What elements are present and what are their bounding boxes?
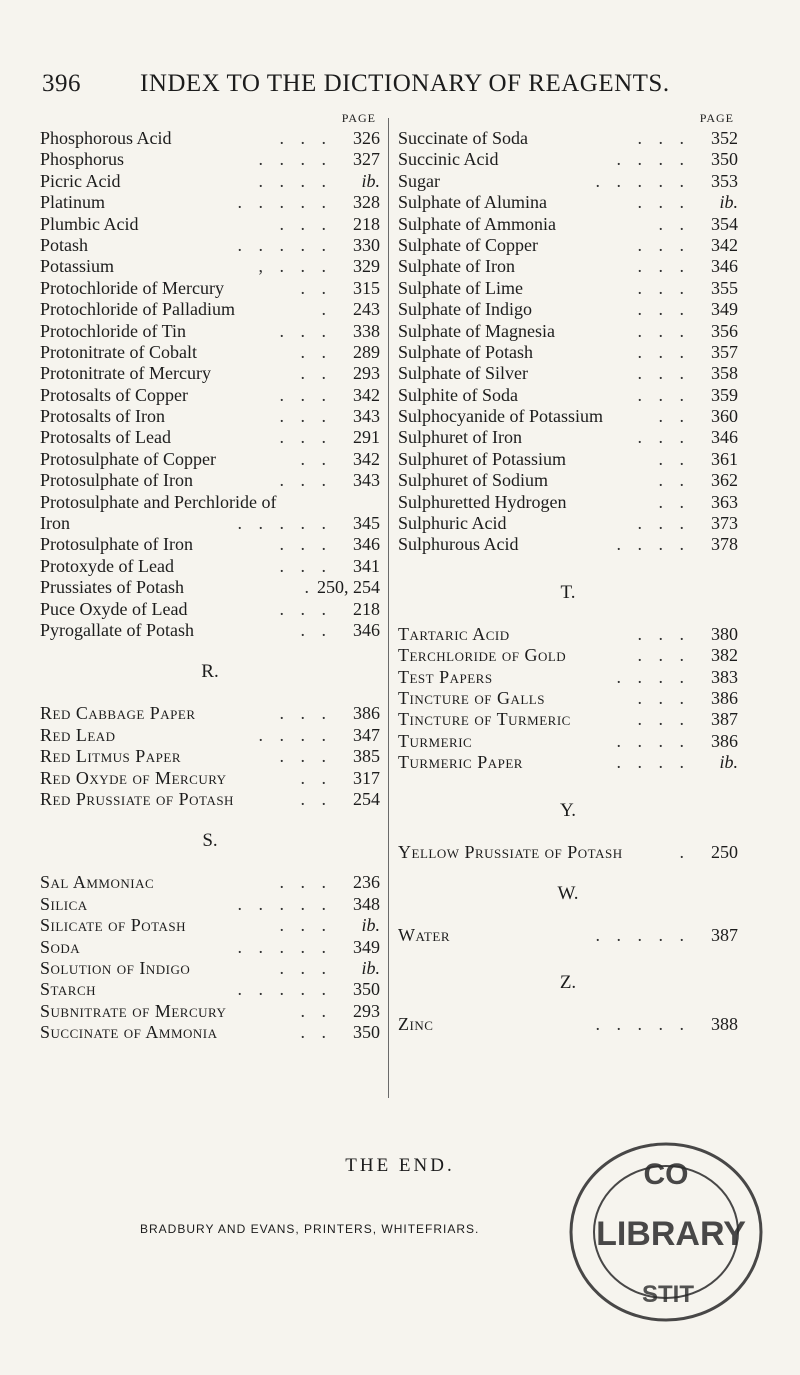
entry-page-number: 326 — [353, 128, 380, 148]
entry-name: Sulphate of Indigo — [398, 299, 532, 320]
entry-page-number: 387 — [711, 924, 738, 945]
right-z-entries — [398, 1014, 738, 1035]
index-entry — [398, 363, 738, 384]
entry-page-number: 361 — [711, 448, 738, 469]
left-r-entries — [40, 703, 380, 810]
entry-name: Succinic Acid — [398, 149, 499, 170]
leader-dots: . — [679, 841, 690, 862]
leader-dots: . . . — [637, 234, 690, 255]
leader-dots: . . . . — [258, 149, 332, 170]
index-entry — [40, 149, 380, 170]
entry-page-number: 254 — [353, 788, 380, 809]
leader-dots: . . — [300, 277, 332, 298]
entry-page-number: 317 — [353, 767, 380, 788]
index-entry — [398, 321, 738, 342]
index-entry — [40, 299, 380, 320]
entry-page-number: ib. — [361, 170, 380, 191]
entry-name: Protosulphate of Iron — [40, 470, 193, 491]
leader-dots: . . — [300, 767, 332, 788]
left-column — [40, 108, 380, 1043]
entry-name: Red Oxyde of Mercury — [40, 767, 227, 788]
leader-dots: . . . — [637, 623, 690, 644]
index-entry — [40, 1001, 380, 1022]
right-t-entries — [398, 624, 738, 774]
index-entry — [40, 171, 380, 192]
entry-name: Protosalts of Copper — [40, 384, 188, 405]
index-entry — [40, 620, 380, 641]
entry-name: Sulphate of Magnesia — [398, 320, 555, 341]
leader-dots: . . . — [637, 513, 690, 534]
leader-dots: . . . — [637, 256, 690, 277]
entry-page-number: 356 — [711, 320, 738, 341]
index-entry — [398, 925, 738, 946]
leader-dots: , . . . — [258, 256, 332, 277]
section-letter-z: Z. — [559, 972, 577, 994]
index-entry — [398, 128, 738, 149]
entry-page-number: 386 — [711, 730, 738, 751]
left-p-entries — [40, 128, 380, 641]
entry-name: Red Litmus Paper — [40, 746, 182, 767]
index-entry — [398, 492, 738, 513]
section-letter-s: S. — [202, 830, 218, 852]
entry-page-number: 350 — [353, 1022, 380, 1043]
index-entry — [40, 1022, 380, 1043]
leader-dots: . . — [658, 491, 690, 512]
leader-dots: . . . . — [616, 752, 690, 773]
page-column-label: PAGE — [699, 111, 734, 125]
index-entry — [40, 256, 380, 277]
entry-name: Platinum — [40, 192, 106, 213]
entry-page-number: 360 — [711, 406, 738, 427]
leader-dots: . . . — [637, 427, 690, 448]
index-entry — [398, 470, 738, 491]
leader-dots: . . . — [279, 534, 332, 555]
leader-dots: . . — [658, 213, 690, 234]
index-entry — [398, 342, 738, 363]
entry-page-number: 385 — [353, 746, 380, 767]
index-entry — [40, 235, 380, 256]
index-entry — [40, 427, 380, 448]
entry-name: Protochloride of Mercury — [40, 277, 224, 298]
leader-dots: . . . — [637, 687, 690, 708]
entry-page-number: 329 — [353, 256, 380, 277]
entry-page-number: 378 — [711, 534, 738, 555]
leader-dots: . . . — [637, 299, 690, 320]
entry-page-number: 388 — [711, 1014, 738, 1035]
entry-name: Protosulphate of Copper — [40, 448, 216, 469]
entry-name: Silicate of Potash — [40, 915, 187, 936]
entry-name: Sulphurous Acid — [398, 534, 519, 555]
index-entry — [398, 513, 738, 534]
leader-dots: . — [304, 577, 315, 598]
leader-dots: . . . — [637, 341, 690, 362]
leader-dots: . . . . . — [237, 234, 332, 255]
entry-page-number: 343 — [353, 470, 380, 491]
index-entry — [40, 703, 380, 724]
leader-dots: . . . — [637, 192, 690, 213]
left-s-entries — [40, 872, 380, 1043]
index-entry — [40, 746, 380, 767]
entry-name: Silica — [40, 893, 88, 914]
entry-name: Phosphorous Acid — [40, 128, 172, 148]
index-entry — [398, 278, 738, 299]
leader-dots: . . . . . — [237, 192, 332, 213]
leader-dots: . . . . — [616, 730, 690, 751]
index-entry — [398, 645, 738, 666]
entry-name: Sulphate of Silver — [398, 363, 528, 384]
leader-dots: . . . — [279, 384, 332, 405]
entry-name: Phosphorus — [40, 149, 125, 170]
page-column-label: PAGE — [341, 111, 376, 125]
entry-page-number: 382 — [711, 645, 738, 666]
index-entry — [40, 492, 380, 513]
index-entry — [398, 299, 738, 320]
entry-page-number: 373 — [711, 513, 738, 534]
leader-dots: . . . — [279, 555, 332, 576]
index-entry — [40, 599, 380, 620]
entry-name: Tartaric Acid — [398, 623, 510, 644]
leader-dots: . . . — [279, 320, 332, 341]
entry-name: Tincture of Galls — [398, 687, 545, 708]
entry-name: Sulphate of Iron — [398, 256, 515, 277]
index-entry — [398, 688, 738, 709]
entry-name: Zinc — [398, 1014, 434, 1035]
leader-dots: . . . . . — [237, 936, 332, 957]
entry-name: Protosalts of Iron — [40, 406, 165, 427]
index-entry — [40, 321, 380, 342]
entry-name: Succinate of Soda — [398, 128, 528, 148]
index-entry — [40, 192, 380, 213]
index-entry — [40, 915, 380, 936]
entry-page-number: 346 — [711, 256, 738, 277]
leader-dots: . . — [300, 1000, 332, 1021]
leader-dots: . . . — [637, 128, 690, 148]
index-entry — [40, 128, 380, 149]
entry-name: Turmeric — [398, 730, 473, 751]
entry-name: Sulphocyanide of Potassium — [398, 406, 603, 427]
index-entry — [40, 385, 380, 406]
entry-name: Sulphate of Potash — [398, 341, 533, 362]
index-entry — [40, 534, 380, 555]
index-entry — [40, 449, 380, 470]
index-entry — [398, 449, 738, 470]
entry-name: Red Lead — [40, 724, 116, 745]
leader-dots: . . . — [279, 598, 332, 619]
entry-page-number: 353 — [711, 170, 738, 191]
leader-dots: . . . — [279, 872, 332, 893]
entry-name: Protochloride of Tin — [40, 320, 187, 341]
index-entry — [398, 256, 738, 277]
entry-name: Subnitrate of Mercury — [40, 1000, 227, 1021]
section-letter-w: W. — [557, 882, 579, 904]
index-entry — [40, 577, 380, 598]
entry-page-number: 352 — [711, 128, 738, 148]
entry-page-number: 358 — [711, 363, 738, 384]
leader-dots: . . — [300, 788, 332, 809]
leader-dots: . . — [300, 363, 332, 384]
index-entry — [40, 214, 380, 235]
index-entry — [398, 534, 738, 555]
entry-name: Soda — [40, 936, 81, 957]
leader-dots: . . . — [637, 645, 690, 666]
leader-dots: . . . — [279, 427, 332, 448]
index-entry — [40, 513, 380, 534]
entry-page-number: 315 — [353, 277, 380, 298]
entry-name: Solution of Indigo — [40, 957, 191, 978]
entry-page-number: 289 — [353, 341, 380, 362]
entry-name: Sulphuret of Iron — [398, 427, 522, 448]
right-w-entries — [398, 925, 738, 946]
entry-name: Protoxyde of Lead — [40, 555, 174, 576]
entry-page-number: 342 — [711, 234, 738, 255]
index-entry — [40, 363, 380, 384]
entry-name: Sulphate of Alumina — [398, 192, 547, 213]
index-entry — [40, 406, 380, 427]
entry-page-number: ib. — [719, 752, 738, 773]
section-letter-t: T. — [560, 581, 576, 603]
entry-page-number: 349 — [353, 936, 380, 957]
leader-dots: . — [321, 299, 332, 320]
index-entry — [40, 278, 380, 299]
entry-page-number: 343 — [353, 406, 380, 427]
entry-page-number: 342 — [353, 448, 380, 469]
stamp-top-text: CO — [643, 1158, 689, 1191]
index-entry — [398, 752, 738, 773]
entry-name: Iron — [40, 513, 70, 534]
entry-name: Protosulphate of Iron — [40, 534, 193, 555]
leader-dots: . . . — [279, 957, 332, 978]
entry-page-number: 349 — [711, 299, 738, 320]
index-entry — [398, 406, 738, 427]
entry-name: Plumbic Acid — [40, 213, 139, 234]
entry-name: Sulphuric Acid — [398, 513, 507, 534]
entry-page-number: 327 — [353, 149, 380, 170]
leader-dots: . . . — [279, 406, 332, 427]
entry-name: Sulphite of Soda — [398, 384, 518, 405]
leader-dots: . . . . — [258, 170, 332, 191]
index-entry — [40, 979, 380, 1000]
entry-page-number: 363 — [711, 491, 738, 512]
entry-page-number: 359 — [711, 384, 738, 405]
entry-page-number: 350 — [353, 979, 380, 1000]
entry-page-number: 354 — [711, 213, 738, 234]
entry-page-number: ib. — [361, 915, 380, 936]
leader-dots: . . — [300, 619, 332, 640]
entry-name: Sal Ammoniac — [40, 872, 155, 893]
entry-page-number: 342 — [353, 384, 380, 405]
leader-dots: . . . — [637, 384, 690, 405]
entry-name: Sulphate of Copper — [398, 234, 538, 255]
entry-page-number: 345 — [353, 513, 380, 534]
index-entry — [40, 725, 380, 746]
entry-name: Picric Acid — [40, 170, 121, 191]
stamp-bottom-text: STIT — [642, 1281, 694, 1308]
index-entry — [40, 937, 380, 958]
entry-name: Protochloride of Palladium — [40, 299, 235, 320]
entry-name: Pyrogallate of Potash — [40, 619, 194, 640]
leader-dots: . . . . . — [237, 893, 332, 914]
index-entry — [40, 768, 380, 789]
entry-name: Prussiates of Potash — [40, 577, 184, 598]
entry-page-number: ib. — [719, 192, 738, 213]
library-stamp — [556, 1132, 776, 1332]
leader-dots: . . . — [279, 746, 332, 767]
stamp-middle-text: LIBRARY — [596, 1215, 746, 1253]
index-entry — [40, 556, 380, 577]
leader-dots: . . . . — [616, 534, 690, 555]
entry-name: Potash — [40, 234, 89, 255]
entry-page-number: 291 — [353, 427, 380, 448]
entry-page-number: 243 — [353, 299, 380, 320]
leader-dots: . . . — [279, 703, 332, 724]
entry-page-number: 350 — [711, 149, 738, 170]
index-entry — [40, 894, 380, 915]
entry-name: Sulphuretted Hydrogen — [398, 491, 567, 512]
entry-page-number: 355 — [711, 277, 738, 298]
entry-page-number: 386 — [711, 687, 738, 708]
entry-page-number: 348 — [353, 893, 380, 914]
page-number: 396 — [42, 70, 81, 97]
index-entry — [398, 842, 738, 863]
index-entry — [398, 214, 738, 235]
leader-dots: . . . . . — [595, 924, 690, 945]
leader-dots: . . . — [279, 128, 332, 148]
leader-dots: . . . — [279, 470, 332, 491]
index-entry — [40, 342, 380, 363]
index-entry — [398, 235, 738, 256]
entry-page-number: 218 — [353, 213, 380, 234]
leader-dots: . . — [300, 1022, 332, 1043]
the-end-text: THE END. — [345, 1155, 455, 1176]
leader-dots: . . . — [279, 915, 332, 936]
index-entry — [398, 731, 738, 752]
entry-page-number: 386 — [353, 703, 380, 724]
entry-name: Succinate of Ammonia — [40, 1022, 218, 1043]
index-entry — [398, 192, 738, 213]
entry-name: Sulphuret of Potassium — [398, 448, 567, 469]
section-letter-y: Y. — [559, 799, 577, 821]
leader-dots: . . . . . — [237, 979, 332, 1000]
entry-name: Tincture of Turmeric — [398, 709, 571, 730]
leader-dots: . . . — [637, 277, 690, 298]
leader-dots: . . . — [637, 709, 690, 730]
entry-page-number: 347 — [353, 724, 380, 745]
leader-dots: . . . . . — [595, 170, 690, 191]
entry-page-number: 218 — [353, 598, 380, 619]
index-entry — [40, 789, 380, 810]
entry-name: Potassium — [40, 256, 115, 277]
index-entry — [398, 709, 738, 730]
entry-page-number: 357 — [711, 341, 738, 362]
entry-name: Terchloride of Gold — [398, 645, 567, 666]
entry-page-number: 383 — [711, 666, 738, 687]
leader-dots: . . . . — [616, 149, 690, 170]
entry-name: Sulphate of Ammonia — [398, 213, 556, 234]
index-entry — [398, 149, 738, 170]
entry-name: Red Cabbage Paper — [40, 703, 196, 724]
entry-page-number: 293 — [353, 363, 380, 384]
index-entry — [398, 385, 738, 406]
entry-page-number: 293 — [353, 1000, 380, 1021]
entry-page-number: 236 — [353, 872, 380, 893]
entry-page-number: 346 — [353, 534, 380, 555]
entry-name: Starch — [40, 979, 97, 1000]
index-entry — [398, 667, 738, 688]
leader-dots: . . . . . — [595, 1014, 690, 1035]
index-entry — [398, 624, 738, 645]
entry-page-number: 338 — [353, 320, 380, 341]
entry-page-number: 380 — [711, 623, 738, 644]
printer-imprint: BRADBURY AND EVANS, PRINTERS, WHITEFRIARS. — [140, 1222, 480, 1236]
leader-dots: . . . — [637, 363, 690, 384]
entry-page-number: 346 — [353, 619, 380, 640]
leader-dots: . . — [658, 470, 690, 491]
entry-page-number: ib. — [361, 957, 380, 978]
leader-dots: . . — [658, 448, 690, 469]
entry-name: Red Prussiate of Potash — [40, 788, 234, 809]
entry-name: Protosalts of Lead — [40, 427, 171, 448]
running-title: INDEX TO THE DICTIONARY OF REAGENTS. — [140, 70, 670, 97]
section-letter-r: R. — [201, 661, 219, 683]
entry-name: Water — [398, 924, 450, 945]
leader-dots: . . . — [279, 213, 332, 234]
entry-page-number: 250, 254 — [317, 577, 380, 598]
entry-name: Sugar — [398, 170, 440, 191]
entry-name: Yellow Prussiate of Potash — [398, 841, 623, 862]
entry-name: Sulphuret of Sodium — [398, 470, 549, 491]
entry-name: Sulphate of Lime — [398, 277, 523, 298]
entry-name: Protonitrate of Cobalt — [40, 341, 197, 362]
leader-dots: . . . . — [616, 666, 690, 687]
leader-dots: . . — [658, 406, 690, 427]
entry-page-number: 362 — [711, 470, 738, 491]
entry-name: Puce Oxyde of Lead — [40, 598, 188, 619]
index-entry — [40, 872, 380, 893]
column-divider — [388, 118, 389, 1098]
right-y-entries — [398, 842, 738, 863]
entry-name: Protonitrate of Mercury — [40, 363, 211, 384]
entry-name: Protosulphate and Perchloride of — [40, 491, 277, 512]
entry-page-number: 250 — [711, 841, 738, 862]
leader-dots: . . . — [637, 320, 690, 341]
index-entry — [398, 427, 738, 448]
leader-dots: . . . . . — [237, 513, 332, 534]
entry-name: Turmeric Paper — [398, 752, 523, 773]
index-entry — [398, 1014, 738, 1035]
entry-page-number: 341 — [353, 555, 380, 576]
entry-page-number: 346 — [711, 427, 738, 448]
leader-dots: . . — [300, 341, 332, 362]
index-entry — [40, 470, 380, 491]
leader-dots: . . — [300, 448, 332, 469]
entry-name: Test Papers — [398, 666, 493, 687]
index-entry — [40, 958, 380, 979]
entry-page-number: 328 — [353, 192, 380, 213]
entry-page-number: 330 — [353, 234, 380, 255]
leader-dots: . . . . — [258, 724, 332, 745]
right-column — [398, 108, 738, 1036]
index-entry — [398, 171, 738, 192]
entry-page-number: 387 — [711, 709, 738, 730]
right-s-entries — [398, 128, 738, 556]
